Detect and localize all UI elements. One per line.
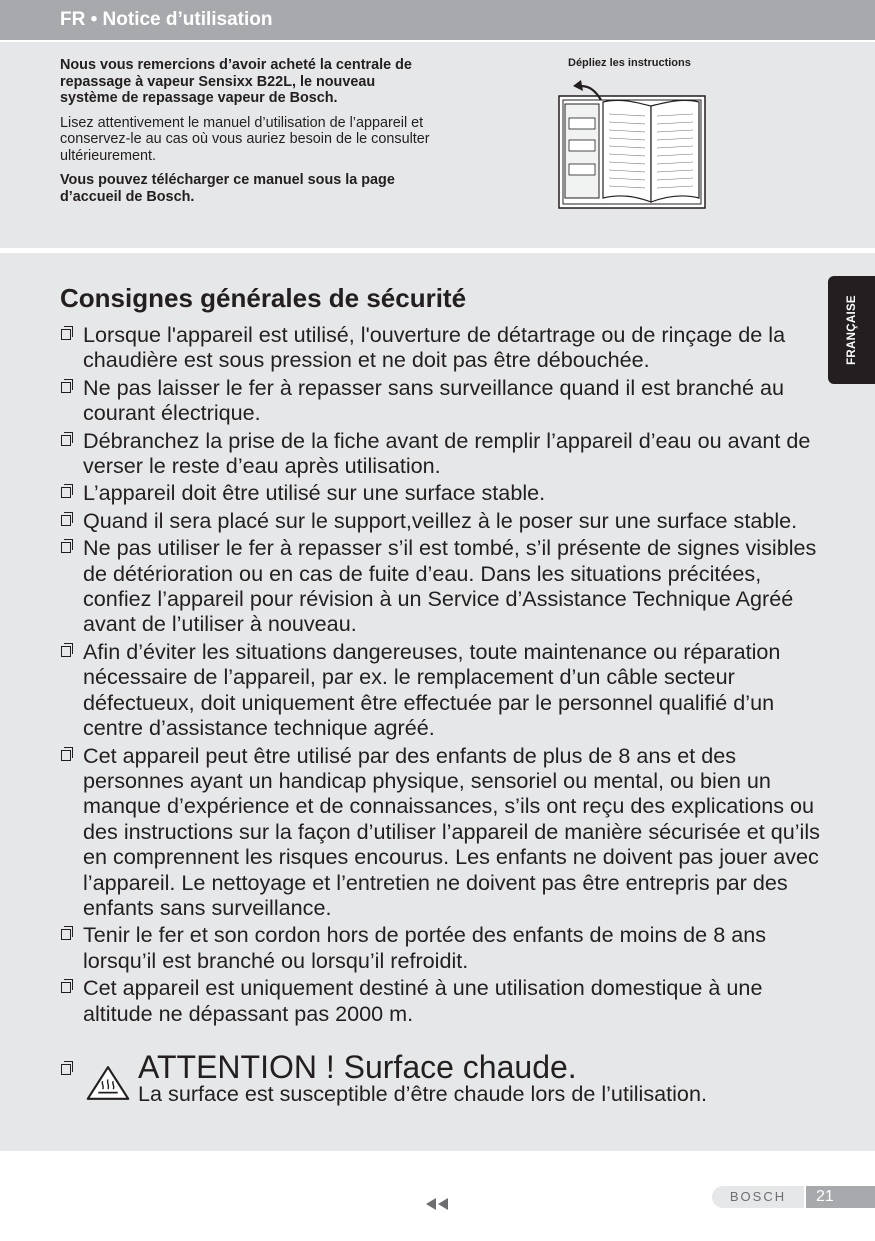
intro-download: Vous pouvez télécharger ce manuel sous la page d’accueil de Bosch. [60,172,395,205]
list-item-text: Ne pas laisser le fer à repasser sans surveillance quand il est branché au courant électrique. [83,374,784,426]
list-item-text: Cet appareil peut être utilisé par des enfants de plus de 8 ans et des personnes ayant un handicap physique, sensoriel ou mental, ou bien un manque d’expérience et de connaissances, s’ils ont reçu des explications ou des instructions sur la façon d’utiliser l’appareil de manière sécurisée et qu’ils en comprennent les risques encourus. Les enfants ne doivent pas jouer avec l’appareil. Le nettoyage et l’entretien ne doivent pas être entrepris par des enfants sans surveillance. [83,742,820,920]
checkbox-bullet-icon [60,322,83,373]
footer-brand: BOSCH [712,1186,804,1208]
checkbox-bullet-icon [60,480,83,505]
hot-surface-warning-icon [86,1065,130,1101]
checkbox-bullet-icon [60,1057,83,1079]
checkbox-bullet-icon [60,375,83,426]
language-tab[interactable] [828,276,875,384]
attention-title: ATTENTION ! Surface chaude. [138,1049,577,1085]
safety-list [60,322,820,1028]
list-item-text: Lorsque l'appareil est utilisé, l'ouverture de détartrage ou de rinçage de la chaudière est sous pression et ne doit pas être débouchée. [83,322,786,373]
list-item [60,743,820,921]
header-bar [0,0,875,40]
list-item [60,428,820,479]
list-item [60,322,820,373]
language-tab-label: FRANÇAISE [845,295,858,365]
checkbox-bullet-icon [60,975,83,1026]
double-arrow-left-icon[interactable] [424,1197,450,1211]
list-item-text: L’appareil doit être utilisé sur une surface stable. [83,480,546,506]
list-item-text: Cet appareil est uniquement destiné à une utilisation domestique à une altitude ne dépassant pas 2000 m. [83,975,763,1026]
checkbox-bullet-icon [60,922,83,973]
attention-text: La surface est susceptible d’être chaude lors de l’utilisation. [138,1081,707,1106]
checkbox-bullet-icon [60,639,83,741]
intro-read-manual: Lisez attentivement le manuel d’utilisation de l’appareil et conservez-le au cas où vous auriez besoin de le consulter ultérieurement. [60,114,430,164]
list-item [60,480,820,505]
checkbox-bullet-icon [60,535,83,637]
checkbox-bullet-icon [60,508,83,533]
list-item-text: Tenir le fer et son cordon hors de portée des enfants de moins de 8 ans lorsqu’il est branché ou lorsqu’il refroidit. [83,922,767,973]
attention-block [60,1049,820,1109]
intro-panel [0,42,875,248]
page-header-title: FR • Notice d’utilisation [60,9,273,30]
list-item-text: Quand il sera placé sur le support,veillez à le poser sur une surface stable. [83,507,798,533]
list-item-text: Ne pas utiliser le fer à repasser s’il est tombé, s’il présente de signes visibles de détérioration ou en cas de fuite d’eau. Dans les situations précitées, confiez l’appareil pour révision à un Service d’Assistance Technique Agréé avant de l’utiliser à nouveau. [83,535,817,637]
checkbox-bullet-icon [60,743,83,921]
list-item-text: Débranchez la prise de la fiche avant de remplir l’appareil d’eau ou avant de verser le reste d’eau après utilisation. [83,427,811,479]
list-item [60,375,820,426]
list-item [60,639,820,741]
unfold-instructions-label: Dépliez les instructions [568,57,691,69]
section-title: Consignes générales de sécurité [60,283,467,313]
list-item [60,508,820,533]
intro-thanks: Nous vous remercions d’avoir acheté la centrale de repassage à vapeur Sensixx B22L, le nouveau système de repassage vapeur de Bosch. [60,57,412,106]
page-number: 21 [806,1186,875,1208]
list-item [60,975,820,1026]
checkbox-bullet-icon [60,428,83,479]
list-item [60,535,820,637]
unfold-book-icon [555,78,710,213]
intro-text [60,57,430,213]
list-item [60,922,820,973]
list-item-text: Afin d’éviter les situations dangereuses, toute maintenance ou réparation nécessaire de l’appareil, par ex. le remplacement d’un câble secteur défectueux, doit uniquement être effectuée par le personnel qualifié d’un centre d’assistance technique agréé. [83,638,781,741]
